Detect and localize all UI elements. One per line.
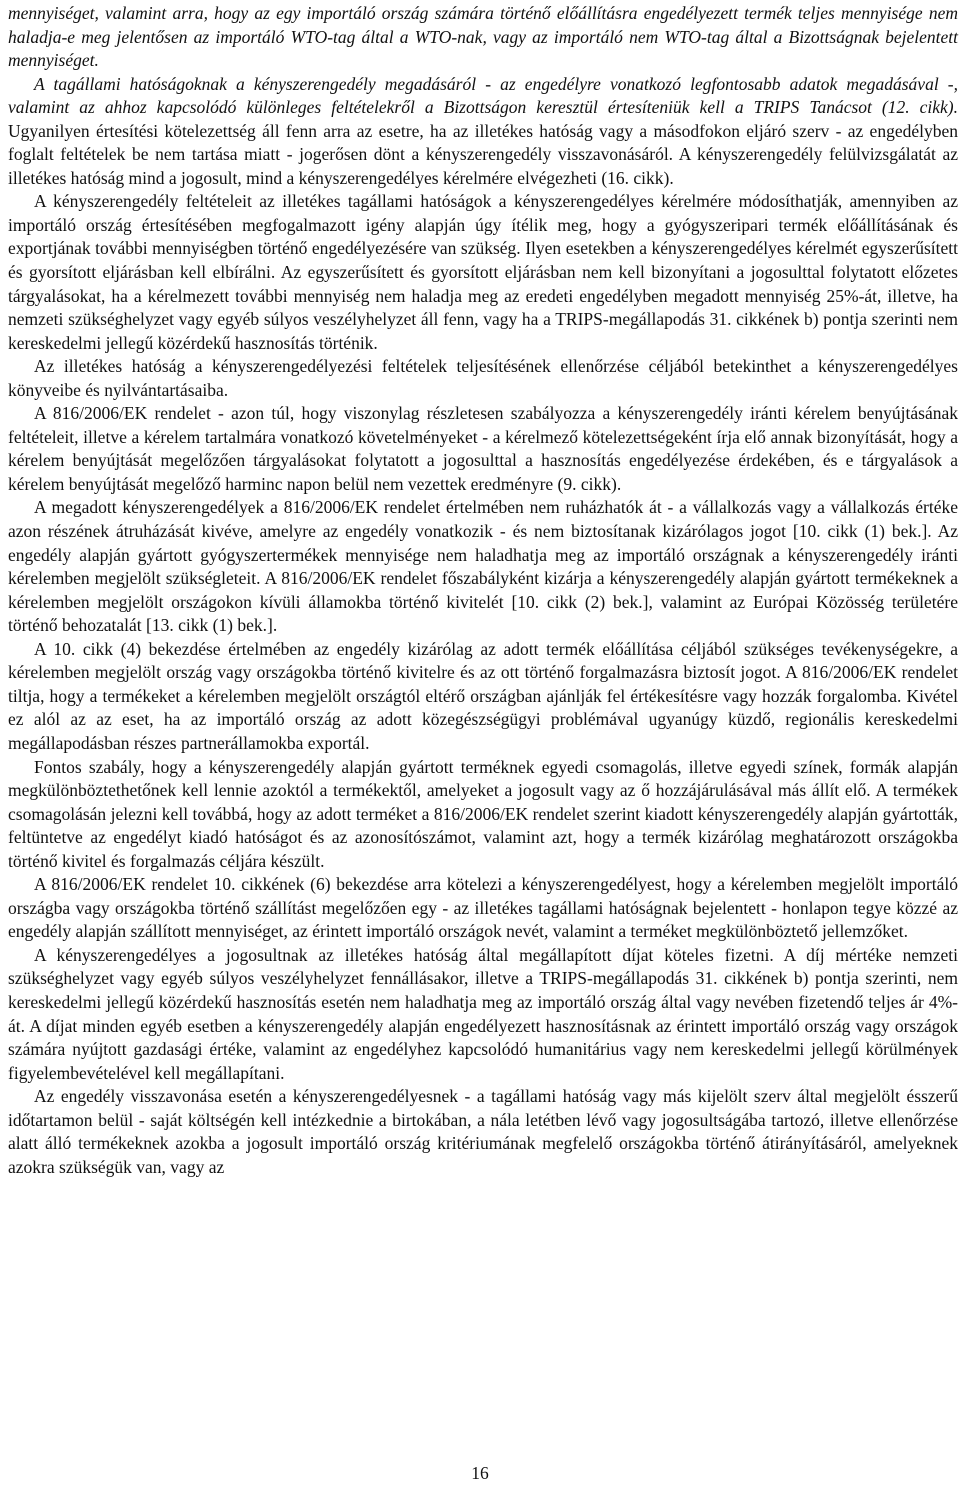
paragraph-6-run-1: A megadott kényszerengedélyek a 816/2006/EK rendelet értelmében nem ruházhatók át - a vállalkozás vagy a vállalkozás értéke azon részének átruházását kivéve, amelyre az engedély vonatkozik - és nem biztosítanak kizárólagos jogot [10. cikk (1) bek.]. Az engedély alapján gyártott gyógyszertermékek mennyisége nem haladhatja meg az importáló országnak a kényszerengedély iránti kérelemben megjelölt szükségleteit. A 816/2006/EK rendelet főszabályként kizárja a kényszerengedély alapján gyártott termékeknek a kérelemben megjelölt országokon kívüli államokba történő kivitelét [10. cikk (2) bek.], valamint az Európai Közösség területére történő behozatalát [13. cikk (1) bek.]. [8, 497, 958, 636]
paragraph-3 [8, 190, 958, 355]
paragraph-7 [8, 638, 958, 756]
paragraph-10-run-1: A kényszerengedélyes a jogosultnak az illetékes hatóság által megállapított díjat köteles fizetni. A díj mértéke nemzeti szükséghelyzet vagy egyéb súlyos veszélyhelyzet fennállásakor, illetve a TRIPS-megállapodás 31. cikkének b) pontja szerinti, nem kereskedelmi jellegű közérdekű hasznosítás esetén nem haladhatja meg az importáló ország által vagy nevében fizetendő teljes ár 4%-át. A díjat minden egyéb esetben a kényszerengedély alapján engedélyezett hasznosításnak az érintett importáló ország vagy országok számára nyújtott gazdasági értéke, valamint az engedélyhez kapcsolódó humanitárius vagy nem kereskedelmi jellegű körülmények figyelembevételével kell megállapítani. [8, 944, 958, 1083]
paragraph-8 [8, 756, 958, 874]
paragraph-3-run-1: A kényszerengedély feltételeit az illetékes tagállami hatóságok a kényszerengedélyes kérelmére módosíthatják, amennyiben az importáló ország értesítésében megfogalmazott igény alapján úgy ítélik meg, hogy a gyógyszeripari termék előállításának és exportjának további mennyiségben történő engedélyezésére van szükség. Ilyen esetekben a kényszerengedélyes kérelmét egyszerűsített és gyorsított eljárásban kell elbírálni. Az egyszerűsített és gyorsított eljárásban nem kell bizonyítani a jogosulttal folytatott előzetes tárgyalásokat, ha a kérelmezett további mennyiség nem haladja meg az eredeti engedélyben megadott mennyiség 25%-át, illetve, ha nemzeti szükséghelyzet vagy egyéb súlyos veszélyhelyzet áll fenn, vagy ha a TRIPS-megállapodás 31. cikkének b) pontja szerinti nem kereskedelmi jellegű közérdekű hasznosítás történik. [8, 191, 958, 353]
paragraph-1 [8, 2, 958, 73]
paragraph-9 [8, 873, 958, 944]
paragraph-10 [8, 944, 958, 1085]
paragraph-4 [8, 355, 958, 402]
paragraph-4-run-1: Az illetékes hatóság a kényszerengedélyezési feltételek teljesítésének ellenőrzése céljából betekinthet a kényszerengedélyes könyveibe és nyilvántartásaiba. [8, 356, 958, 400]
paragraph-2 [8, 73, 958, 191]
paragraph-5-run-1: A 816/2006/EK rendelet - azon túl, hogy viszonylag részletesen szabályozza a kényszerengedély iránti kérelem benyújtásának feltételeit, illetve a kérelem tartalmára vonatkozó követelményeket - a kérelmező kötelezettségeként írja elő annak bizonyítását, hogy a kérelem benyújtását megelőzően tárgyalásokat folytatott a jogosulttal a hasznosítás engedélyezése érdekében, és e tárgyalások a kérelem benyújtását megelőző harminc napon belül nem vezettek eredményre (9. cikk). [8, 403, 958, 494]
paragraph-5 [8, 402, 958, 496]
paragraph-8-run-1: Fontos szabály, hogy a kényszerengedély alapján gyártott terméknek egyedi csomagolás, illetve egyedi színek, formák alapján megkülönböztethetőnek kell lennie azoktól a termékektől, amelyeket a jogosult vagy az ő hozzájárulásával más állít elő. A termékek csomagolásán jelezni kell továbbá, hogy az adott terméket a 816/2006/EK rendelet szerint kiadott kényszerengedély alapján gyártották, feltüntetve az engedélyt kiadó hatóságot és az azonosítószámot, valamint azt, hogy a termék kizárólag meghatározott országokba történő kivitel és forgalmazás céljára készült. [8, 756, 958, 871]
paragraph-11 [8, 1085, 958, 1179]
page-number: 16 [471, 1463, 489, 1483]
paragraph-2-run-2: Ugyanilyen értesítési kötelezettség áll fenn arra az esetre, ha az illetékes hatóság vagy a másodfokon eljáró szerv - az engedélyben foglalt feltételek be nem tartása miatt - jogerősen dönt a kényszerengedély visszavonásáról. A kényszerengedély felülvizsgálatát az illetékes hatóság mind a jogosult, mind a kényszerengedélyes kérelmére elvégezheti (16. cikk). [8, 120, 958, 188]
paragraph-11-run-1: Az engedély visszavonása esetén a kényszerengedélyesnek - a tagállami hatóság vagy más kijelölt szerv által megjelölt ésszerű időtartamon belül - saját költségén kell intézkednie a birtokában, a nála letétben lévő vagy jogosultságába tartozó, illetve ellenőrzése alatt álló termékeknek azokba a jogosult importáló ország kritériumának megfelelő országokba történő átirányításáról, amelyeknek azokra szükségük van, vagy az [8, 1086, 958, 1177]
paragraph-2-run-1: A tagállami hatóságoknak a kényszerengedély megadásáról - az engedélyre vonatkozó legfontosabb adatok megadásával -, valamint az ahhoz kapcsolódó különleges feltételekről a Bizottságon keresztül értesíteniük kell a TRIPS Tanácsot (12. cikk). [8, 73, 958, 118]
paragraph-7-run-1: A 10. cikk (4) bekezdése értelmében az engedély kizárólag az adott termék előállítása céljából szükséges tevékenységekre, a kérelemben megjelölt ország vagy országokba történő kivitelre és az ott történő forgalmazásra biztosít jogot. A 816/2006/EK rendelet tiltja, hogy a termékeket a kérelemben megjelölt országtól eltérő országban ajánlják fel értékesítésre vagy hozzák forgalomba. Kivétel ez alól az az eset, ha az importáló ország az adott közegészségügyi problémával ugyanúgy küzdő, regionális kereskedelmi megállapodásban részes partnerállamokba exportál. [8, 638, 958, 753]
paragraph-9-run-1: A 816/2006/EK rendelet 10. cikkének (6) bekezdése arra kötelezi a kényszerengedélyest, hogy a kérelemben megjelölt importáló országba vagy országokba történő szállítást megelőzően egy - az illetékes tagállami hatóságnak bejelentett - honlapon tegye közzé az engedély alapján szállított mennyiséget, az érintett importáló országok nevét, valamint a terméket megkülönböztető jellemzőket. [8, 874, 958, 942]
paragraph-6 [8, 496, 958, 637]
document-body [8, 2, 958, 1179]
paragraph-1-run-1: mennyiséget, valamint arra, hogy az egy importáló ország számára történő előállításra engedélyezett termék teljes mennyisége nem haladja-e meg jelentősen az importáló WTO-tag által a WTO-nak, vagy az importáló nem WTO-tag által a Bizottságnak bejelentett mennyiséget. [8, 3, 958, 71]
